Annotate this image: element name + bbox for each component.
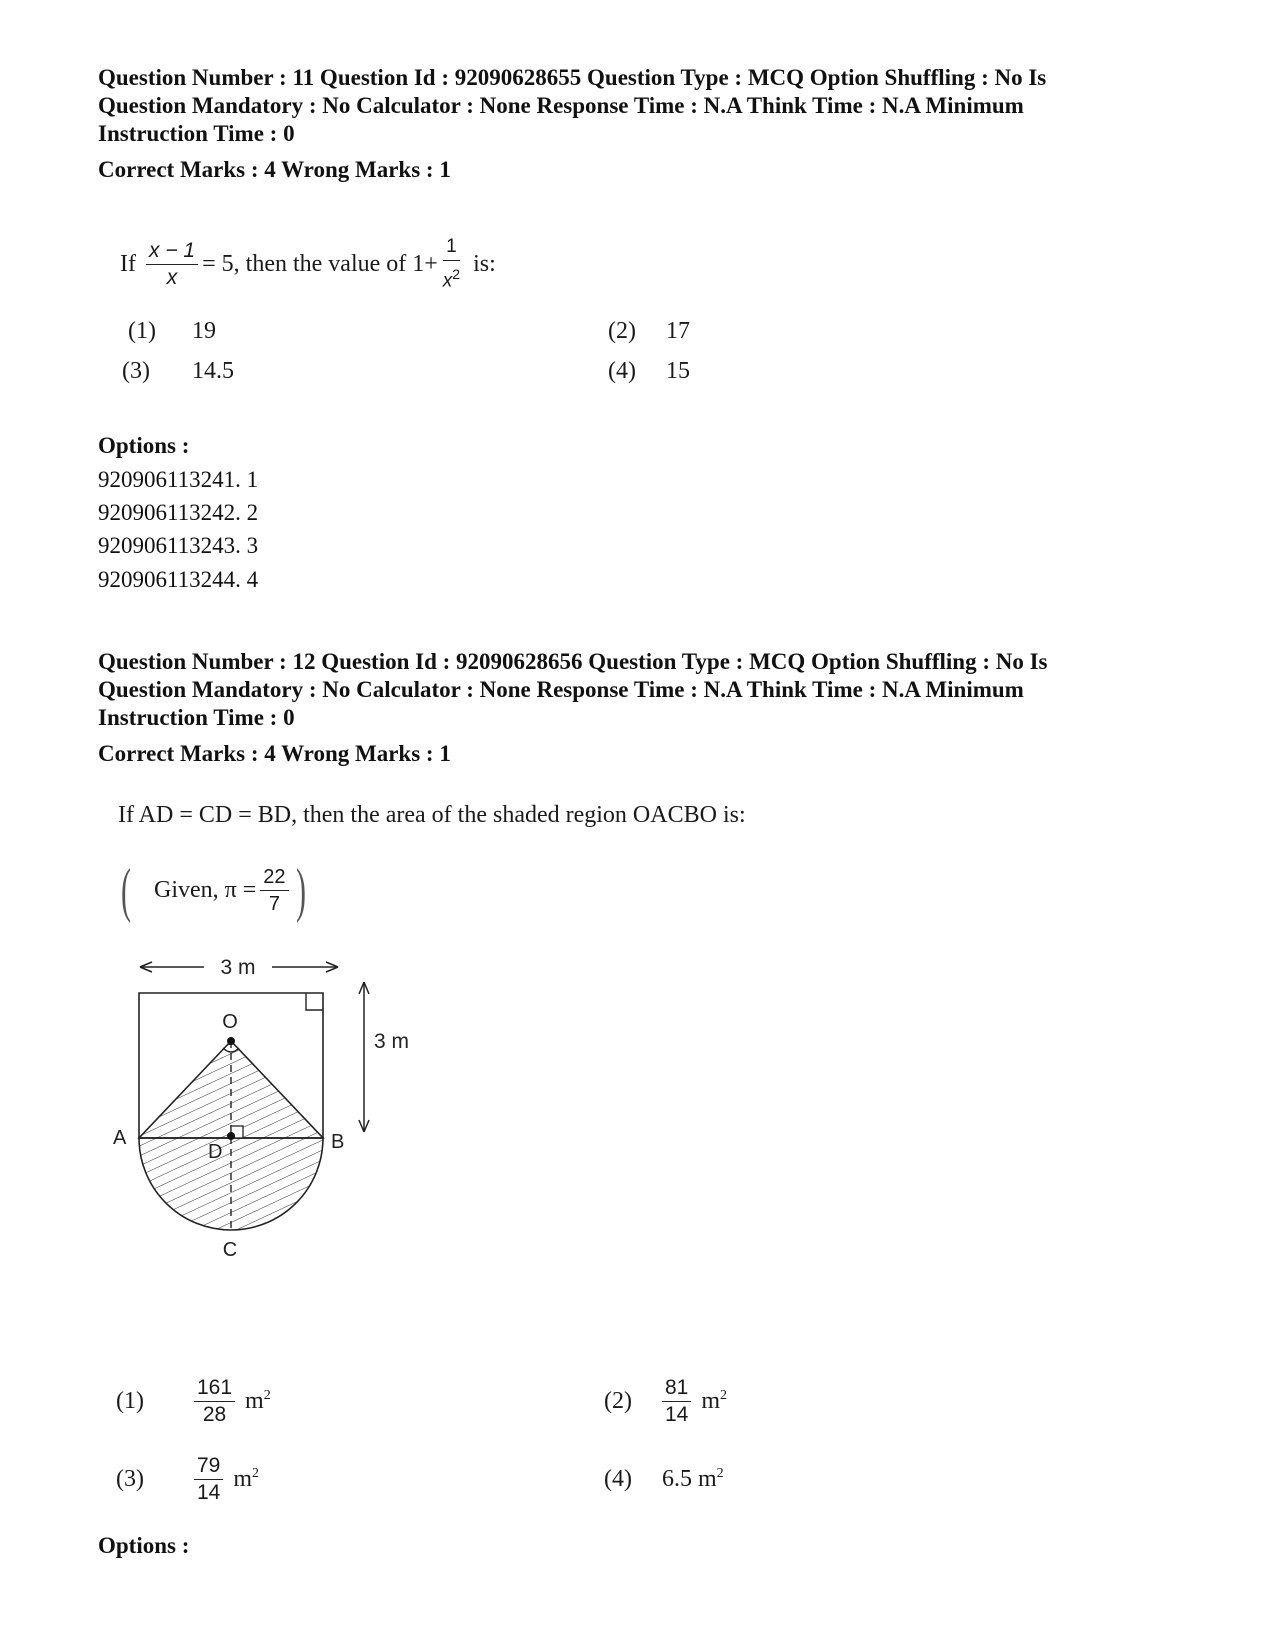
q12-choice-2-fraction <box>662 1375 691 1428</box>
q12-choice-1-unit <box>245 1388 271 1415</box>
q12-choice-4-text-wrap <box>662 1466 724 1493</box>
q12-choice-1-unit-text: m <box>245 1387 264 1414</box>
q12-choice-2-unit-text: m <box>701 1387 721 1414</box>
q11-option-2: 920906113242. 2 <box>98 500 259 525</box>
q11-choice-4-text: 15 <box>665 358 690 384</box>
q12-choice-3-fraction <box>194 1453 223 1506</box>
q12-choice-1 <box>116 1370 271 1432</box>
q12-choice-2-num: (2) <box>604 1387 632 1414</box>
q12-choice-3-num: (3) <box>116 1465 144 1492</box>
q11-frac1-num: x − 1 <box>146 238 198 265</box>
q12-header-line3: Instruction Time : 0 <box>98 705 295 730</box>
q12-choice-4 <box>604 1448 724 1510</box>
q11-frac2-den-base: x <box>442 270 453 292</box>
q12-choice-3-unit <box>233 1466 259 1493</box>
q11-options-label: Options : <box>98 433 190 458</box>
q12-choice-4-num: (4) <box>604 1465 632 1492</box>
q11-choice-3 <box>122 358 234 385</box>
q12-choice-3-frac-num: 79 <box>194 1453 223 1480</box>
q11-choice-3-num: (3) <box>122 358 150 384</box>
q12-header <box>98 648 1178 732</box>
q11-choice-1-num: (1) <box>128 318 156 344</box>
q12-header-line1: Question Number : 12 Question Id : 92090628656 Question Type : MCQ Option Shuffling : No Is <box>98 649 1048 674</box>
point-O-dot <box>227 1037 235 1045</box>
q12-choice-2-unit <box>701 1388 727 1415</box>
q12-choice-2 <box>604 1370 727 1432</box>
q11-frac2-den-exp: 2 <box>452 265 461 282</box>
q11-option-3: 920906113243. 3 <box>98 533 259 558</box>
q12-given <box>116 856 311 924</box>
q11-header-line2: Question Mandatory : No Calculator : None Response Time : N.A Think Time : N.A Minimum <box>98 93 1024 118</box>
q11-choice-4-num: (4) <box>608 358 636 384</box>
q11-frac1-den: x <box>166 265 178 289</box>
q11-stem-mid: = 5, then the value of 1+ <box>202 250 438 277</box>
q12-choice-4-exp: 2 <box>716 1465 724 1481</box>
q12-choice-1-unit-exp: 2 <box>263 1387 271 1403</box>
q11-frac2-den <box>440 261 463 294</box>
q12-choice-2-unit-exp: 2 <box>720 1387 728 1403</box>
q12-given-den: 7 <box>268 892 280 915</box>
q12-header-line2: Question Mandatory : No Calculator : None Response Time : N.A Think Time : N.A Minimum <box>98 677 1024 702</box>
q12-choice-2-frac-num: 81 <box>662 1375 691 1402</box>
left-paren-glyph: ( <box>120 857 131 923</box>
q12-choice-1-fraction <box>194 1375 235 1428</box>
q11-option-4: 920906113244. 4 <box>98 567 259 592</box>
label-B: B <box>331 1131 345 1153</box>
q11-frac2-num: 1 <box>443 234 460 261</box>
right-angle-marker <box>306 993 323 1010</box>
q12-stem: If AD = CD = BD, then the area of the shaded region OACBO is: <box>118 802 746 828</box>
q12-choice-2-frac-den: 14 <box>665 1402 689 1426</box>
q11-fraction-2 <box>440 234 463 294</box>
label-A: A <box>113 1127 127 1149</box>
q12-choice-3-frac-den: 14 <box>197 1480 221 1504</box>
label-D: D <box>208 1141 223 1163</box>
q12-choice-1-frac-num: 161 <box>194 1375 235 1402</box>
q12-choice-3-unit-exp: 2 <box>252 1465 260 1481</box>
q12-choice-3 <box>116 1448 259 1510</box>
q12-given-label: Given, π = <box>153 876 257 903</box>
q11-choice-3-text: 14.5 <box>191 358 234 384</box>
q11-marks: Correct Marks : 4 Wrong Marks : 1 <box>98 157 451 182</box>
q11-choice-2-text: 17 <box>665 318 690 344</box>
q11-fraction-1 <box>146 238 198 291</box>
q11-choice-1-text: 19 <box>191 318 216 344</box>
right-paren-glyph: ) <box>295 857 306 923</box>
q11-choice-1 <box>128 318 216 345</box>
q12-options-label: Options : <box>98 1533 190 1558</box>
q12-choice-3-unit-text: m <box>233 1465 253 1492</box>
q11-stem-if: If <box>120 250 136 277</box>
height-label: 3 m <box>374 1030 410 1053</box>
q11-stem-end: is: <box>473 250 496 277</box>
q12-marks: Correct Marks : 4 Wrong Marks : 1 <box>98 741 451 766</box>
label-O: O <box>222 1011 238 1033</box>
q11-header-line1: Question Number : 11 Question Id : 92090628655 Question Type : MCQ Option Shuffling : No Is <box>98 65 1047 90</box>
q11-header-line3: Instruction Time : 0 <box>98 121 295 146</box>
width-label: 3 m <box>220 956 256 979</box>
q12-choice-1-num: (1) <box>116 1387 144 1414</box>
q12-given-fraction <box>260 864 288 917</box>
q11-choice-2-num: (2) <box>608 318 636 344</box>
q12-choice-4-text: 6.5 m <box>662 1465 717 1492</box>
label-C: C <box>222 1239 238 1261</box>
q11-header <box>98 64 1178 148</box>
q12-figure <box>112 950 410 1310</box>
q12-choice-1-frac-den: 28 <box>202 1402 227 1426</box>
q11-option-1: 920906113241. 1 <box>98 467 259 492</box>
point-D-dot <box>227 1132 235 1140</box>
q11-stem <box>120 234 496 294</box>
q11-choice-4 <box>608 358 690 385</box>
q12-given-num: 22 <box>260 864 288 891</box>
q11-choice-2 <box>608 318 690 345</box>
